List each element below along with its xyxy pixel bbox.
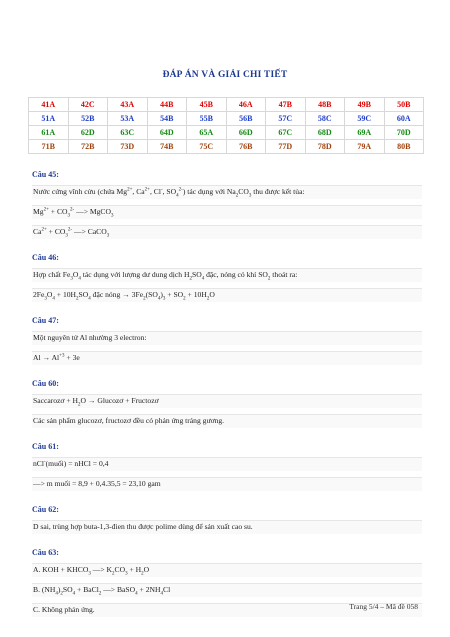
answer-cell: 42C xyxy=(68,98,108,112)
question-heading: Câu 62: xyxy=(32,505,59,514)
answer-cell: 75C xyxy=(187,140,227,154)
question-heading: Câu 60: xyxy=(32,379,59,388)
question-62 xyxy=(32,505,422,534)
answer-cell: 64D xyxy=(147,126,187,140)
answer-table xyxy=(28,97,424,154)
answer-cell: 71B xyxy=(29,140,69,154)
answer-cell: 54B xyxy=(147,112,187,126)
answer-cell: 53A xyxy=(108,112,148,126)
answer-cell: 80B xyxy=(384,140,424,154)
solutions xyxy=(32,170,422,631)
answer-cell: 59C xyxy=(345,112,385,126)
solution-line: —> m muối = 8,9 + 0,4.35,5 = 23,10 gam xyxy=(32,477,422,491)
answer-cell: 61A xyxy=(29,126,69,140)
answer-cell: 79A xyxy=(345,140,385,154)
question-46 xyxy=(32,253,422,302)
answer-cell: 72B xyxy=(68,140,108,154)
solution-line: Saccarozơ + $H_2O$ → Glucozơ + Fructozơ xyxy=(32,394,422,408)
answer-cell: 65A xyxy=(187,126,227,140)
answer-row xyxy=(29,112,424,126)
solution-line: nCl-(muối) = nHCl = 0,4 xyxy=(32,457,422,471)
answer-cell: 55B xyxy=(187,112,227,126)
solution-line: Nước cứng vĩnh cửu (chứa $Mg^{2+}$, $Ca^{2+}$, Cl-, $SO_4^{2-}$) tác dụng với $Na_2CO_3$ thu được kết tủa: xyxy=(32,185,422,199)
answer-cell: 49B xyxy=(345,98,385,112)
solution-line: $Mg^{2+} + CO_3^{2-}$ —> MgCO$_3$ xyxy=(32,205,422,219)
answer-cell: 45B xyxy=(187,98,227,112)
answer-cell: 48B xyxy=(305,98,345,112)
answer-cell: 41A xyxy=(29,98,69,112)
answer-cell: 52B xyxy=(68,112,108,126)
solution-line: Các sản phẩm glucozơ, fructozơ đều có phản ứng tráng gương. xyxy=(32,414,422,428)
solution-line: $Al \to Al^{+3} + 3e$ xyxy=(32,351,422,365)
answer-cell: 51A xyxy=(29,112,69,126)
answer-cell: 68D xyxy=(305,126,345,140)
solution-line: B. $(NH_4)_2SO_4$ + BaCl$_2$ —> BaSO$_4$ + $2NH_4Cl$ xyxy=(32,583,422,597)
answer-cell: 73D xyxy=(108,140,148,154)
answer-row xyxy=(29,98,424,112)
answer-cell: 46A xyxy=(226,98,266,112)
answer-cell: 60A xyxy=(384,112,424,126)
answer-cell: 47B xyxy=(266,98,306,112)
page-title: ĐÁP ÁN VÀ GIẢI CHI TIẾT xyxy=(162,70,288,80)
answer-cell: 50B xyxy=(384,98,424,112)
question-45 xyxy=(32,170,422,239)
question-heading: Câu 61: xyxy=(32,442,59,451)
answer-cell: 74B xyxy=(147,140,187,154)
answer-cell: 67C xyxy=(266,126,306,140)
question-heading: Câu 46: xyxy=(32,253,59,262)
question-60 xyxy=(32,379,422,428)
solution-line: A. KOH + $KHCO_3$ —> $K_2CO_3 + H_2O$ xyxy=(32,563,422,577)
question-47 xyxy=(32,316,422,365)
question-heading: Câu 63: xyxy=(32,548,59,557)
answer-cell: 43A xyxy=(108,98,148,112)
answer-cell: 78D xyxy=(305,140,345,154)
solution-line: $Ca^{2+} + CO_3^{2-}$ —> CaCO$_3$ xyxy=(32,225,422,239)
answer-cell: 62D xyxy=(68,126,108,140)
answer-cell: 77D xyxy=(266,140,306,154)
answer-cell: 44B xyxy=(147,98,187,112)
solution-line: D sai, trùng hợp buta-1,3-đien thu được polime dùng để sản xuất cao su. xyxy=(32,520,422,534)
answer-cell: 58C xyxy=(305,112,345,126)
answer-cell: 56B xyxy=(226,112,266,126)
answer-cell: 66D xyxy=(226,126,266,140)
answer-cell: 57C xyxy=(266,112,306,126)
answer-cell: 70D xyxy=(384,126,424,140)
question-61 xyxy=(32,442,422,491)
answer-cell: 63C xyxy=(108,126,148,140)
solution-line: C. Không phản ứng. xyxy=(32,603,422,617)
solution-line: $2Fe_3O_4 + 10H_2SO_4$ đặc nóng → $3Fe_2(SO_4)_3 + SO_2 + 10H_2O$ xyxy=(32,288,422,302)
answer-row xyxy=(29,126,424,140)
question-heading: Câu 45: xyxy=(32,170,59,179)
answer-row xyxy=(29,140,424,154)
solution-line: Một nguyên tử Al nhường 3 electron: xyxy=(32,331,422,345)
page-footer: Trang 5/4 – Mã đề 058 xyxy=(349,602,418,611)
answer-cell: 76B xyxy=(226,140,266,154)
answer-cell: 69A xyxy=(345,126,385,140)
question-heading: Câu 47: xyxy=(32,316,59,325)
solution-line: Hợp chất $Fe_3O_4$ tác dụng với lượng dư dung dịch $H_2SO_4$ đặc, nóng có khí $SO_2$ thoát ra: xyxy=(32,268,422,282)
